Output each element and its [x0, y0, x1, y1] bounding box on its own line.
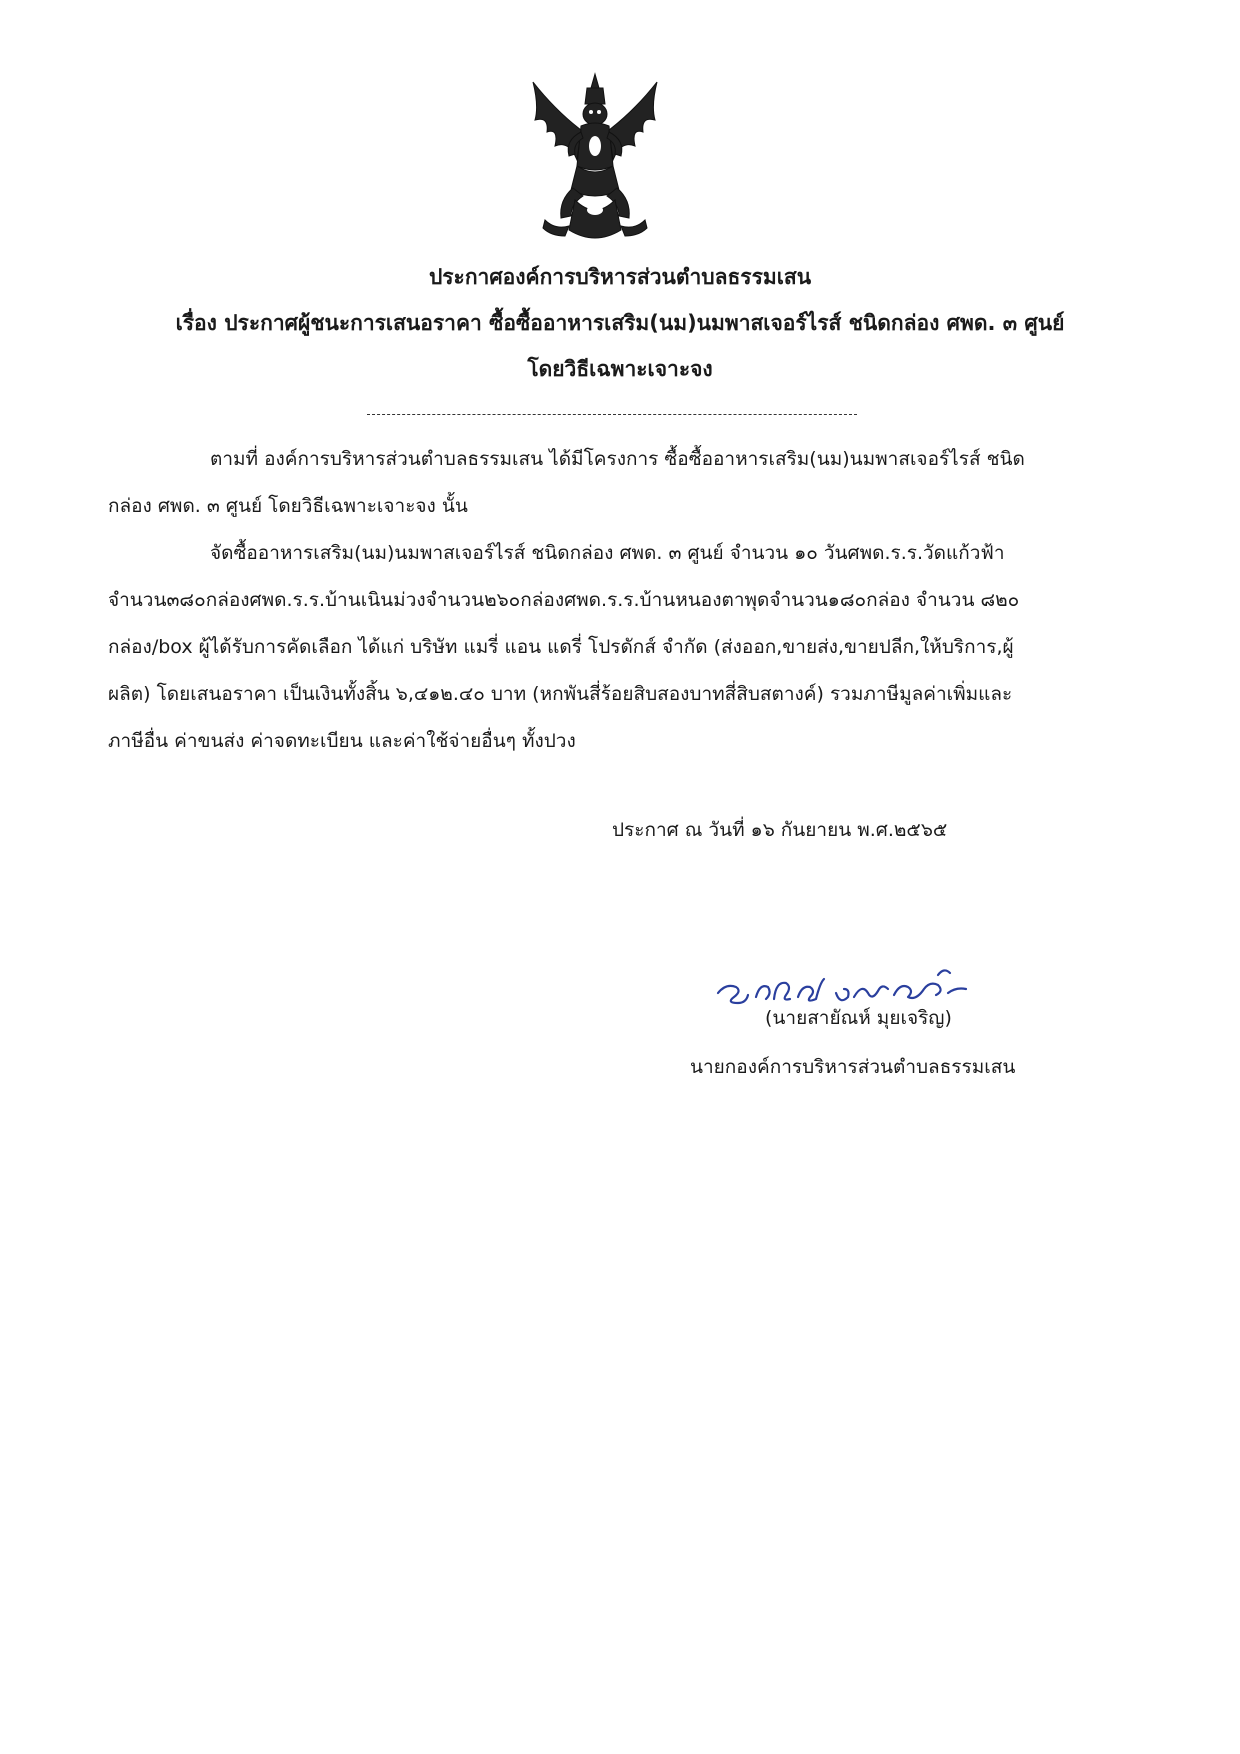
signatory-position: นายกองค์การบริหารส่วนตำบลธรรมเสน [690, 1056, 1016, 1078]
paragraph-2-line-3: กล่อง/box ผู้ได้รับการคัดเลือก ได้แก่ บริษัท แมรี่ แอน แดรี่ โปรดักส์ จำกัด (ส่งออก,ขายส่ง,ขายปลีก,ให้บริการ,ผู้ [108, 636, 1014, 658]
paragraph-2-line-4: ผลิต) โดยเสนอราคา เป็นเงินทั้งสิ้น ๖,๔๑๒.๔๐ บาท (หกพันสี่ร้อยสิบสองบาทสี่สิบสตางค์) รวมภาษีมูลค่าเพิ่มและ [108, 683, 1013, 705]
paragraph-1-line-1: ตามที่ องค์การบริหารส่วนตำบลธรรมเสน ได้มีโครงการ ซื้อซื้ออาหารเสริม(นม)นมพาสเจอร์ไรส์ ชนิด [210, 448, 1025, 470]
paragraph-2-line-2: จำนวน๓๘๐กล่องศพด.ร.ร.บ้านเนินม่วงจำนวน๒๖๐กล่องศพด.ร.ร.บ้านหนองตาพุดจำนวน๑๘๐กล่อง จำนวน ๘๒๐ [108, 589, 1020, 611]
paragraph-2-line-1: จัดซื้ออาหารเสริม(นม)นมพาสเจอร์ไรส์ ชนิดกล่อง ศพด. ๓ ศูนย์ จำนวน ๑๐ วันศพด.ร.ร.วัดแก้วฟ้า [210, 542, 1005, 564]
garuda-emblem-icon [525, 70, 665, 250]
announcement-method: โดยวิธีเฉพาะเจาะจง [527, 357, 713, 381]
announcement-date: ประกาศ ณ วันที่ ๑๖ กันยายน พ.ศ.๒๕๖๕ [612, 819, 948, 841]
title-divider [367, 414, 857, 415]
signatory-name: (นายสายัณห์ มุยเจริญ) [765, 1007, 952, 1029]
announcement-subject: เรื่อง ประกาศผู้ชนะการเสนอราคา ซื้อซื้ออาหารเสริม(นม)นมพาสเจอร์ไรส์ ชนิดกล่อง ศพด. ๓ ศูนย์ [175, 311, 1065, 335]
paragraph-2-line-5: ภาษีอื่น ค่าขนส่ง ค่าจดทะเบียน และค่าใช้จ่ายอื่นๆ ทั้งปวง [108, 730, 576, 752]
paragraph-1-line-2: กล่อง ศพด. ๓ ศูนย์ โดยวิธีเฉพาะเจาะจง นั้น [108, 495, 468, 517]
announcement-title: ประกาศองค์การบริหารส่วนตำบลธรรมเสน [428, 265, 812, 289]
